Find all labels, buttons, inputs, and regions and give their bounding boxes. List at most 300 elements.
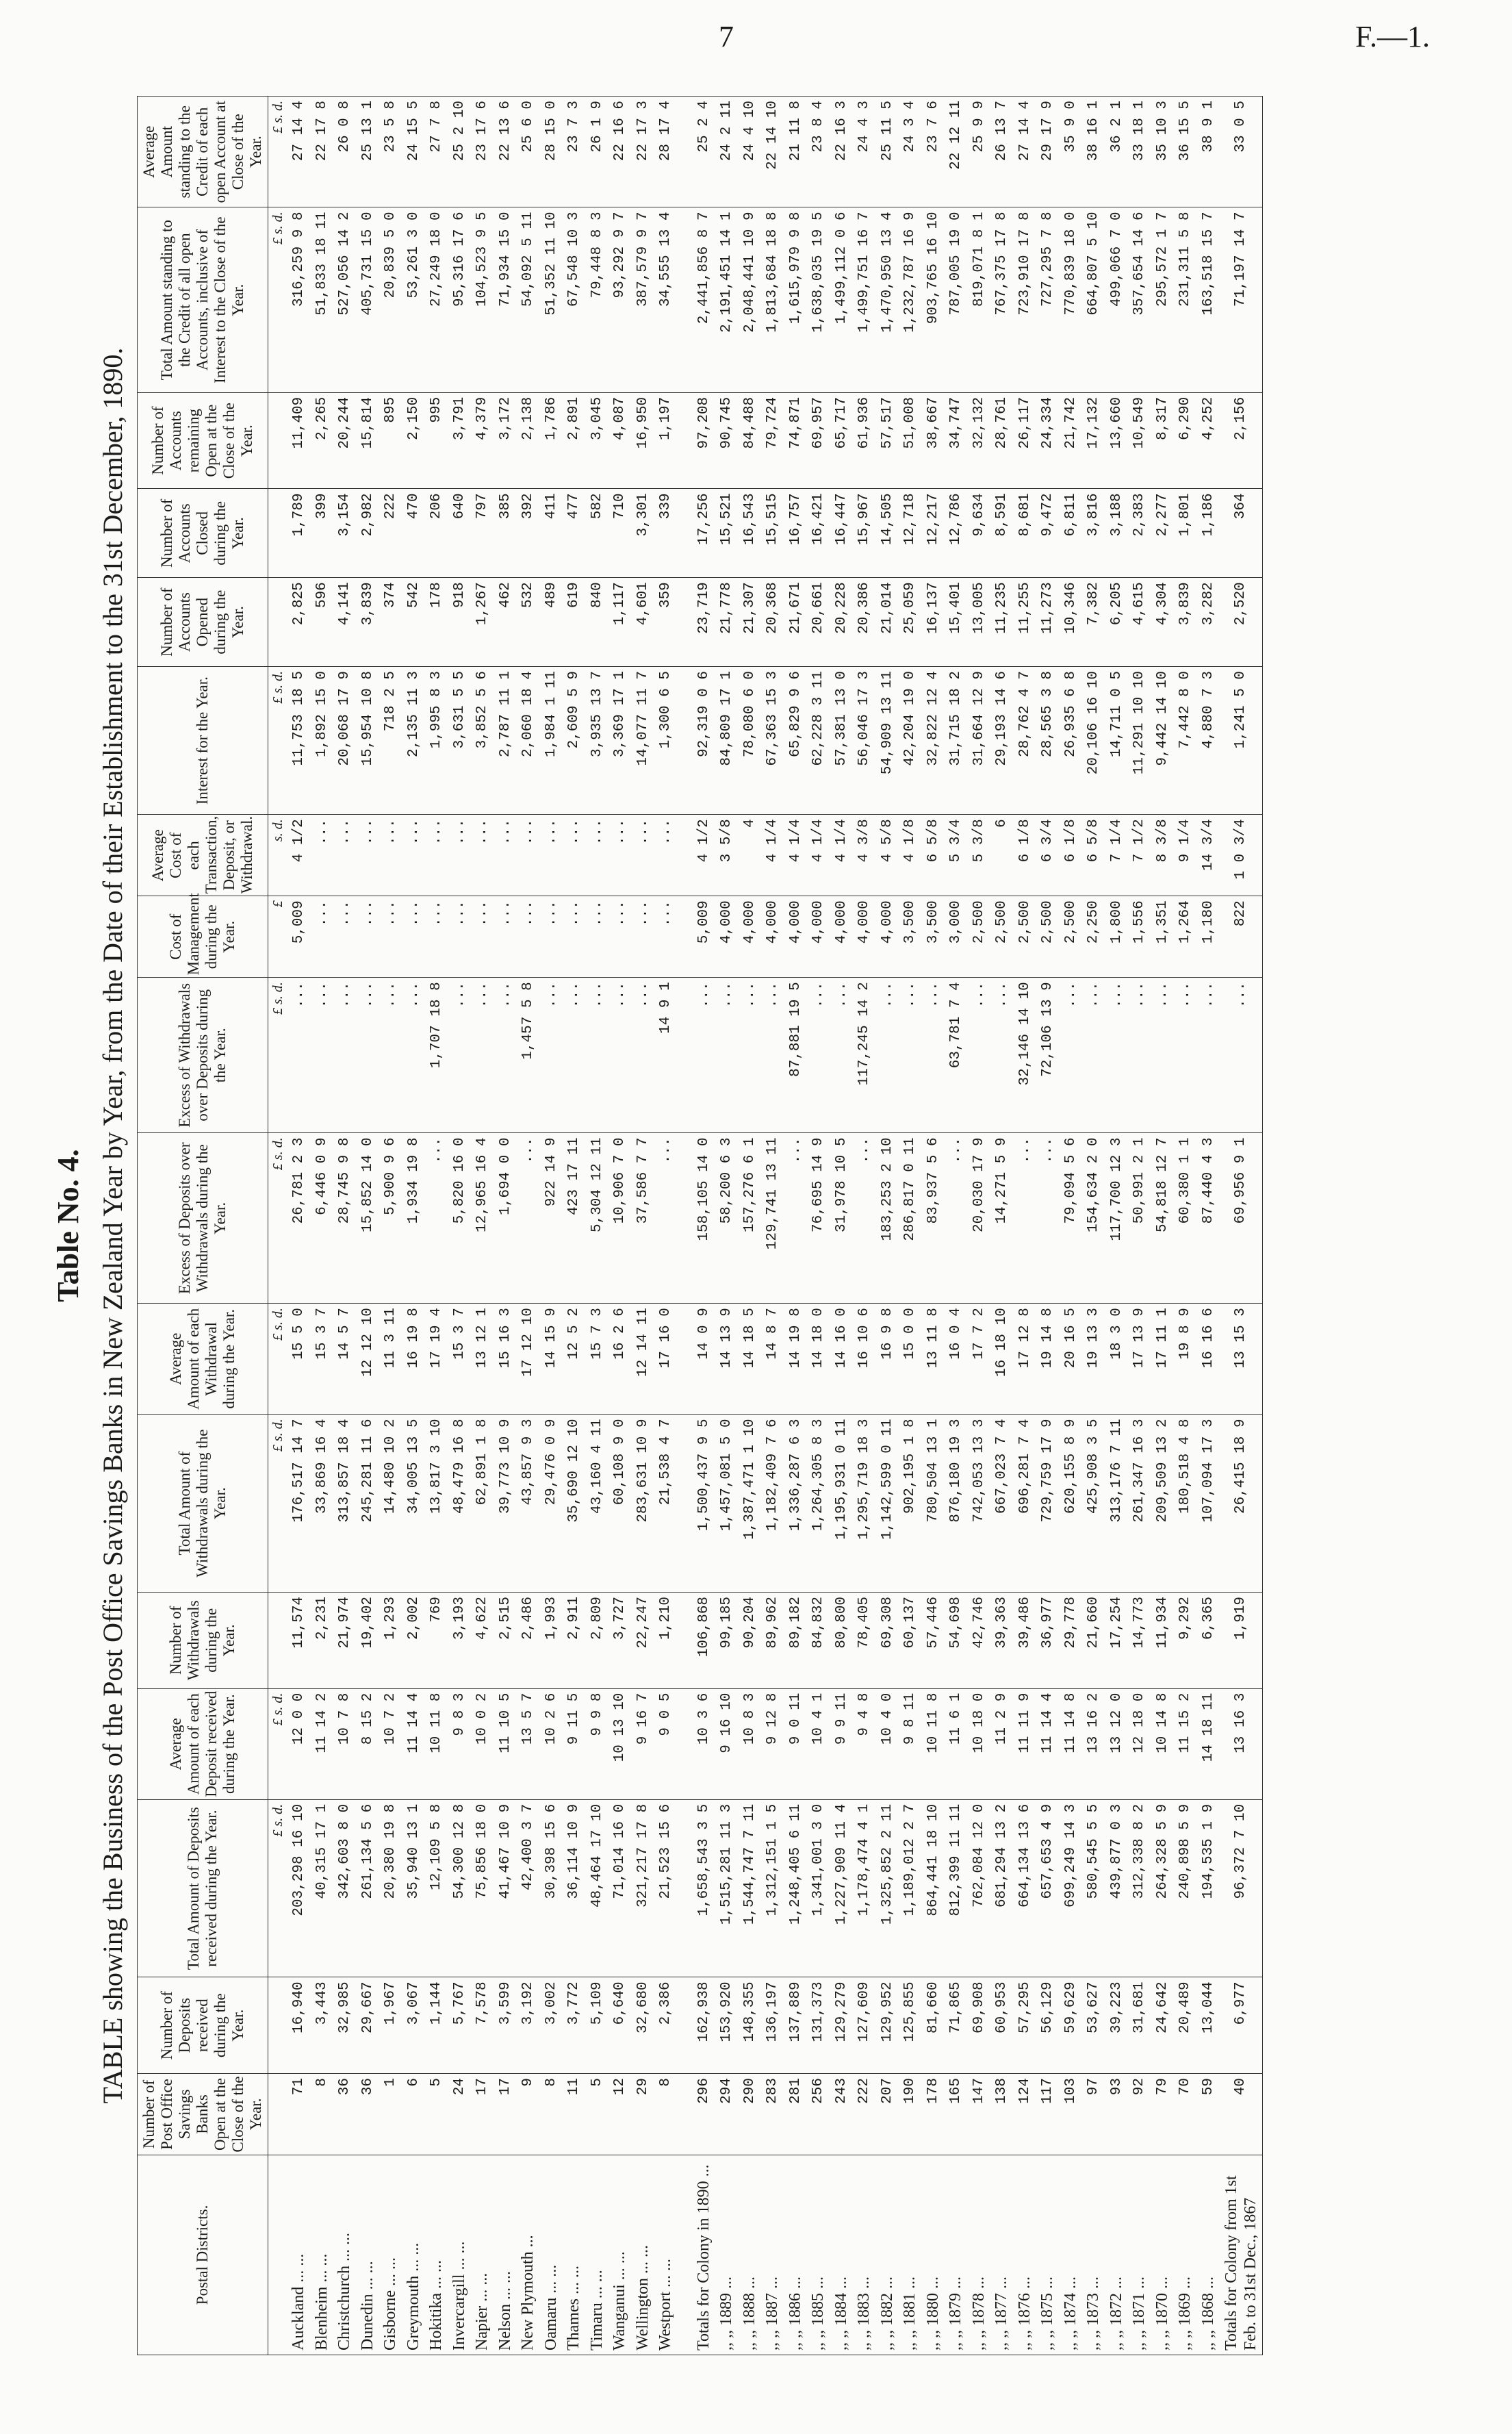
table-cell: 14 13 9	[715, 1304, 739, 1415]
separator-cell	[678, 489, 693, 578]
table-cell: 1,341,001 3 0	[807, 1799, 830, 1977]
table-cell: 28,762 4 7	[1014, 667, 1037, 815]
table-cell: 10,549	[1128, 392, 1151, 489]
table-cell: 8 3/8	[1151, 815, 1175, 896]
table-cell: ...	[379, 815, 402, 896]
row-label: ,, ,, 1881 ...	[899, 2155, 922, 2355]
table-cell: 4,000	[876, 896, 899, 978]
table-cell: 71,865	[945, 1977, 968, 2074]
year-row	[715, 97, 739, 2355]
table-cell: 1,295,719 18 3	[853, 1415, 876, 1593]
district-row	[563, 97, 586, 2355]
table-cell: 10 18 0	[968, 1688, 991, 1799]
table-cell: 787,005 19 0	[945, 207, 968, 392]
row-label: Oamaru ... ...	[540, 2155, 563, 2355]
table-cell: ...	[311, 896, 334, 978]
table-cell: ...	[586, 978, 609, 1133]
table-cell: 6 5/8	[1082, 815, 1105, 896]
table-cell: 3,772	[563, 1977, 586, 2074]
year-row	[1014, 97, 1037, 2355]
row-label: ,, ,, 1876 ...	[1014, 2155, 1037, 2355]
table-cell: 10 13 10	[608, 1688, 632, 1799]
table-cell: 7 1/4	[1105, 815, 1129, 896]
table-cell: 22 14 10	[761, 97, 784, 207]
table-cell: 148,355	[739, 1977, 762, 2074]
table-cell: 43,857 9 3	[517, 1415, 540, 1593]
table-cell: 14 19 8	[784, 1304, 808, 1415]
table-cell: 29	[632, 2074, 655, 2155]
unit-label: £ s. d.	[268, 97, 288, 207]
table-cell: 29,193 14 6	[990, 667, 1014, 815]
table-cell: 12,217	[922, 489, 945, 578]
unit-label	[268, 489, 288, 578]
table-cell: 28 15 0	[540, 97, 563, 207]
table-cell: 2,383	[1128, 489, 1151, 578]
table-cell: 20 16 5	[1060, 1304, 1083, 1415]
table-cell: ...	[540, 815, 563, 896]
table-cell: ...	[1220, 978, 1263, 1133]
table-cell: 32,146 14 10	[1014, 978, 1037, 1133]
table-cell: 34,747	[945, 392, 968, 489]
table-cell: 42,400 3 7	[517, 1799, 540, 1977]
table-cell: 37,586 7 7	[632, 1133, 655, 1304]
table-cell: ...	[425, 815, 448, 896]
table-cell: 4,000	[784, 896, 808, 978]
table-cell: 3,727	[608, 1592, 632, 1688]
table-cell: 532	[517, 578, 540, 667]
table-cell: 6	[990, 815, 1014, 896]
table-cell: 57,446	[922, 1592, 945, 1688]
table-cell: 876,180 19 3	[945, 1415, 968, 1593]
table-cell: 1,934 19 8	[402, 1133, 426, 1304]
table-cell: 20,386	[853, 578, 876, 667]
table-cell: 75,856 18 0	[471, 1799, 494, 1977]
table-cell: 1,336,287 6 3	[784, 1415, 808, 1593]
row-label: Wanganui ... ...	[608, 2155, 632, 2355]
table-cell: 742,053 13 3	[968, 1415, 991, 1593]
table-cell: 1,658,543 3 5	[693, 1799, 716, 1977]
table-cell: 9,442 14 10	[1151, 667, 1175, 815]
district-row	[608, 97, 632, 2355]
table-cell: 117,245 14 2	[853, 978, 876, 1133]
table-cell: 256	[807, 2074, 830, 2155]
table-cell: 4 1/4	[761, 815, 784, 896]
table-cell: 69,908	[968, 1977, 991, 2074]
table-cell: 8	[540, 2074, 563, 2155]
table-cell: 14,505	[876, 489, 899, 578]
table-cell: 364	[1220, 489, 1263, 578]
table-cell: 2,250	[1082, 896, 1105, 978]
table-cell: 117,700 12 3	[1105, 1133, 1129, 1304]
table-cell: 11 14 8	[1060, 1688, 1083, 1799]
district-row	[517, 97, 540, 2355]
table-cell: 72,106 13 9	[1036, 978, 1060, 1133]
table-cell: ...	[1105, 978, 1129, 1133]
table-cell: 28,761	[990, 392, 1014, 489]
table-cell: 34,555 13 4	[654, 207, 678, 392]
table-cell: 2,891	[563, 392, 586, 489]
table-cell: ...	[311, 815, 334, 896]
unit-label: s. d.	[268, 815, 288, 896]
table-cell: 1,293	[379, 1592, 402, 1688]
table-cell: 29,476 0 9	[540, 1415, 563, 1593]
table-cell: 1,470,950 13 4	[876, 207, 899, 392]
table-cell: 17 11 1	[1151, 1304, 1175, 1415]
units-row	[268, 97, 288, 2355]
row-label: ,, ,, 1888 ...	[739, 2155, 762, 2355]
table-cell: 699,249 14 3	[1060, 1799, 1083, 1977]
table-cell: 20,106 16 10	[1082, 667, 1105, 815]
table-cell: 14 18 5	[739, 1304, 762, 1415]
table-title: TABLE showing the Business of the Post Office Savings Banks in New Zealand Year by Year, from the Date of their Establishment to the 31st December, 1890.	[97, 347, 128, 2104]
table-cell: 21,660	[1082, 1592, 1105, 1688]
row-label: ,, ,, 1880 ...	[922, 2155, 945, 2355]
separator-cell	[678, 1977, 693, 2074]
table-cell: ...	[333, 896, 357, 978]
table-cell: 35 9 0	[1060, 97, 1083, 207]
table-cell: 10 0 2	[471, 1688, 494, 1799]
table-cell: ...	[1174, 978, 1197, 1133]
table-cell: 79,724	[761, 392, 784, 489]
table-cell: 995	[425, 392, 448, 489]
table-cell: 23 8 4	[807, 97, 830, 207]
table-cell: ...	[494, 978, 517, 1133]
table-cell: 71,014 16 0	[608, 1799, 632, 1977]
table-cell: 178	[922, 2074, 945, 2155]
table-cell: 13 16 3	[1220, 1688, 1263, 1799]
table-cell: 84,832	[807, 1592, 830, 1688]
table-cell: 11,291 10 10	[1128, 667, 1151, 815]
table-cell: 9 4 8	[853, 1688, 876, 1799]
row-label: Totals for Colony in 1890 ...	[693, 2155, 716, 2355]
table-cell: 17 16 0	[654, 1304, 678, 1415]
table-cell: ...	[1082, 978, 1105, 1133]
table-cell: 12 12 10	[357, 1304, 380, 1415]
table-cell: 20,068 17 9	[333, 667, 357, 815]
table-cell: 895	[379, 392, 402, 489]
table-cell: 864,441 18 10	[922, 1799, 945, 1977]
table-cell: 2,191,451 14 1	[715, 207, 739, 392]
table-cell: 313,857 18 4	[333, 1415, 357, 1593]
table-cell: 425,908 3 5	[1082, 1415, 1105, 1593]
table-cell: 154,634 2 0	[1082, 1133, 1105, 1304]
table-cell: 2,500	[968, 896, 991, 978]
table-cell: 312,338 8 2	[1128, 1799, 1151, 1977]
table-cell: 1,499,112 0 6	[830, 207, 854, 392]
table-cell: 1,967	[379, 1977, 402, 2074]
year-row	[761, 97, 784, 2355]
table-cell: 2,500	[1060, 896, 1083, 978]
table-cell: 24,642	[1151, 1977, 1175, 2074]
table-cell: 26,935 6 8	[1060, 667, 1083, 815]
table-cell: 3,002	[540, 1977, 563, 2074]
table-cell: 21,974	[333, 1592, 357, 1688]
table-cell: 1,325,852 2 11	[876, 1799, 899, 1977]
table-cell: 7,578	[471, 1977, 494, 2074]
table-cell: 2,441,856 8 7	[693, 207, 716, 392]
table-cell: 10 11 8	[922, 1688, 945, 1799]
table-cell: 25 6 0	[517, 97, 540, 207]
table-cell: 10,906 7 0	[608, 1133, 632, 1304]
table-cell: 13 16 2	[1082, 1688, 1105, 1799]
table-cell: 96,372 7 10	[1220, 1799, 1263, 1977]
table-cell: 918	[448, 578, 472, 667]
table-cell: 11 14 4	[402, 1688, 426, 1799]
table-cell: 281	[784, 2074, 808, 2155]
table-cell: 70	[1174, 2074, 1197, 2155]
table-cell: ...	[1151, 978, 1175, 1133]
table-cell: 11 3 11	[379, 1304, 402, 1415]
table-cell: 1,499,751 16 7	[853, 207, 876, 392]
table-cell: 60,108 9 0	[608, 1415, 632, 1593]
table-cell: 25,059	[899, 578, 922, 667]
table-cell: 3,045	[586, 392, 609, 489]
year-row	[1151, 97, 1175, 2355]
table-cell: 51,833 18 11	[311, 207, 334, 392]
table-cell: 22 17 3	[632, 97, 655, 207]
table-cell: ...	[608, 815, 632, 896]
table-cell: ...	[632, 978, 655, 1133]
table-cell: 21,307	[739, 578, 762, 667]
table-cell: 24 15 5	[402, 97, 426, 207]
table-cell: 819,071 8 1	[968, 207, 991, 392]
table-cell: 9 16 7	[632, 1688, 655, 1799]
table-cell: 222	[379, 489, 402, 578]
table-cell: 12,109 5 8	[425, 1799, 448, 1977]
table-cell: 3,839	[357, 578, 380, 667]
table-cell: 723,910 17 8	[1014, 207, 1037, 392]
row-label: ,, ,, 1878 ...	[968, 2155, 991, 2355]
table-cell: 54,909 13 11	[876, 667, 899, 815]
table-cell: ...	[968, 978, 991, 1133]
table-cell: 59,629	[1060, 1977, 1083, 2074]
table-cell: 3,852 5 6	[471, 667, 494, 815]
table-cell: 11,753 18 5	[287, 667, 311, 815]
year-row	[739, 97, 762, 2355]
table-cell: 11,255	[1014, 578, 1037, 667]
row-label: New Plymouth ...	[517, 2155, 540, 2355]
table-cell: 6,205	[1105, 578, 1129, 667]
table-cell: 89,182	[784, 1592, 808, 1688]
table-cell: 1,995 8 3	[425, 667, 448, 815]
separator-cell	[678, 2155, 693, 2355]
table-cell: 15,967	[853, 489, 876, 578]
table-cell: 76,695 14 9	[807, 1133, 830, 1304]
table-cell: ...	[761, 978, 784, 1133]
column-header: Number of Post Office Savings Banks Open at the Close of the Year.	[138, 2074, 268, 2155]
table-cell: 31,715 18 2	[945, 667, 968, 815]
table-cell: 10 14 8	[1151, 1688, 1175, 1799]
table-cell: 12,786	[945, 489, 968, 578]
table-cell: 15,954 10 8	[357, 667, 380, 815]
table-cell: 477	[563, 489, 586, 578]
table-cell: 32,822 12 4	[922, 667, 945, 815]
table-cell: 5,304 12 11	[586, 1133, 609, 1304]
table-cell: ...	[287, 978, 311, 1133]
unit-label: £ s. d.	[268, 978, 288, 1133]
table-cell: 56,046 17 3	[853, 667, 876, 815]
table-cell: 14 18 0	[807, 1304, 830, 1415]
table-cell: 12,965 16 4	[471, 1133, 494, 1304]
table-cell: 9 16 10	[715, 1688, 739, 1799]
separator-cell	[678, 815, 693, 896]
table-cell: 27 14 4	[1014, 97, 1037, 207]
table-cell: 11 11 9	[1014, 1688, 1037, 1799]
table-cell: 11 14 4	[1036, 1688, 1060, 1799]
table-cell: 58,200 6 3	[715, 1133, 739, 1304]
table-cell: 61,936	[853, 392, 876, 489]
table-cell: 582	[586, 489, 609, 578]
table-cell: 2,515	[494, 1592, 517, 1688]
table-cell: 6,365	[1197, 1592, 1220, 1688]
table-cell: 60,137	[899, 1592, 922, 1688]
row-label: ,, ,, 1889 ...	[715, 2155, 739, 2355]
table-cell: 80,800	[830, 1592, 854, 1688]
table-cell: 33 0 5	[1220, 97, 1263, 207]
table-cell: 24 3 4	[899, 97, 922, 207]
separator-cell	[678, 1415, 693, 1593]
year-row	[1128, 97, 1151, 2355]
table-cell: 3,935 13 7	[586, 667, 609, 815]
table-cell: 14 3/4	[1197, 815, 1220, 896]
table-cell: 17,132	[1082, 392, 1105, 489]
table-cell: 22,247	[632, 1592, 655, 1688]
table-cell: 194,535 1 9	[1197, 1799, 1220, 1977]
unit-label: £ s. d.	[268, 1688, 288, 1799]
table-cell: ...	[333, 815, 357, 896]
table-cell: 10 3 6	[693, 1688, 716, 1799]
unit-label	[268, 1592, 288, 1688]
year-row	[990, 97, 1014, 2355]
table-cell: 16 18 10	[990, 1304, 1014, 1415]
table-cell: 6 1/8	[1014, 815, 1037, 896]
table-cell: 15,814	[357, 392, 380, 489]
table-cell: 12 14 11	[632, 1304, 655, 1415]
table-cell: 163,518 15 7	[1197, 207, 1220, 392]
table-cell: 11,273	[1036, 578, 1060, 667]
table-cell: 69,308	[876, 1592, 899, 1688]
table-cell: 1,232,787 16 9	[899, 207, 922, 392]
table-cell: ...	[608, 896, 632, 978]
table-number: Table No. 4.	[51, 1149, 85, 1302]
separator-cell	[678, 392, 693, 489]
table-cell: 2,809	[586, 1592, 609, 1688]
table-cell: 11 15 2	[1174, 1688, 1197, 1799]
row-label: ,, ,, 1871 ...	[1128, 2155, 1151, 2355]
table-cell: 499,066 7 0	[1105, 207, 1129, 392]
table-cell: 27 14 4	[287, 97, 311, 207]
table-cell: 31,681	[1128, 1977, 1151, 2074]
table-cell: 357,654 14 6	[1128, 207, 1151, 392]
table-cell: 9	[517, 2074, 540, 2155]
table-cell: ...	[379, 978, 402, 1133]
district-row	[471, 97, 494, 2355]
table-cell: ...	[739, 978, 762, 1133]
table-cell: 1,500,437 9 5	[693, 1415, 716, 1593]
table-cell: ...	[333, 978, 357, 1133]
table-cell: 16,757	[784, 489, 808, 578]
row-label: ,, ,, 1869 ...	[1174, 2155, 1197, 2355]
separator-cell	[678, 2074, 693, 2155]
table-cell: 17 12 10	[517, 1304, 540, 1415]
table-cell: 1,267	[471, 578, 494, 667]
table-cell: 117	[1036, 2074, 1060, 2155]
table-cell: 769	[425, 1592, 448, 1688]
table-cell: 1,984 1 11	[540, 667, 563, 815]
table-cell: 129,741 13 11	[761, 1133, 784, 1304]
table-cell: 1,227,909 11 4	[830, 1799, 854, 1977]
table-cell: 30,398 15 6	[540, 1799, 563, 1977]
table-cell: 19 8 9	[1174, 1304, 1197, 1415]
table-cell: 11,409	[287, 392, 311, 489]
separator-cell	[678, 896, 693, 978]
table-cell: 3,154	[333, 489, 357, 578]
separator-cell	[678, 1133, 693, 1304]
table-cell: 6 5/8	[922, 815, 945, 896]
column-header: Number of Accounts remaining Open at the Close of the Year.	[138, 392, 268, 489]
table-cell: 28,745 9 8	[333, 1133, 357, 1304]
table-cell: 261,134 5 6	[357, 1799, 380, 1977]
year-row	[784, 97, 808, 2355]
table-cell: 4 1/2	[287, 815, 311, 896]
table-cell: 24,334	[1036, 392, 1060, 489]
table-cell: 470	[402, 489, 426, 578]
table-cell: 71,934 15 0	[494, 207, 517, 392]
district-row	[448, 97, 472, 2355]
separator-cell	[678, 578, 693, 667]
column-header: Number of Deposits received during the Year.	[138, 1977, 268, 2074]
table-cell: 20,839 5 0	[379, 207, 402, 392]
table-cell: 4 3/8	[853, 815, 876, 896]
table-cell: 81,660	[922, 1977, 945, 2074]
unit-label: £	[268, 896, 288, 978]
table-cell: 1,457,081 5 0	[715, 1415, 739, 1593]
table-cell: ...	[1014, 1133, 1037, 1304]
table-cell: 16,950	[632, 392, 655, 489]
table-cell: 4,000	[853, 896, 876, 978]
table-cell: 2,135 11 3	[402, 667, 426, 815]
table-cell: 136,197	[761, 1977, 784, 2074]
table-cell: 190	[899, 2074, 922, 2155]
table-cell: 10,346	[1060, 578, 1083, 667]
table-cell: 21,538 4 7	[654, 1415, 678, 1593]
table-cell: 12 18 0	[1128, 1688, 1151, 1799]
district-row	[379, 97, 402, 2355]
table-cell: 290	[739, 2074, 762, 2155]
table-cell: 9,292	[1174, 1592, 1197, 1688]
table-cell: 3,791	[448, 392, 472, 489]
table-cell: 71,197 14 7	[1220, 207, 1263, 392]
row-label: Timaru ... ...	[586, 2155, 609, 2355]
table-cell: 14 9 1	[654, 978, 678, 1133]
table-cell: 13,005	[968, 578, 991, 667]
table-cell: 41,467 10 9	[494, 1799, 517, 1977]
table-cell: 727,295 7 8	[1036, 207, 1060, 392]
table-cell: ...	[1128, 978, 1151, 1133]
table-cell: 1,919	[1220, 1592, 1263, 1688]
table-cell: 206	[425, 489, 448, 578]
row-label: Thames ... ...	[563, 2155, 586, 2355]
table-cell: 14,773	[1128, 1592, 1151, 1688]
row-label: ,, ,, 1883 ...	[853, 2155, 876, 2355]
row-label: ,, ,, 1874 ...	[1060, 2155, 1083, 2355]
table-cell: 9 0 5	[654, 1688, 678, 1799]
table-cell: 89,962	[761, 1592, 784, 1688]
table-cell: 22 16 6	[608, 97, 632, 207]
table-cell: 33,869 16 4	[311, 1415, 334, 1593]
table-cell: ...	[563, 896, 586, 978]
table-cell: ...	[402, 815, 426, 896]
